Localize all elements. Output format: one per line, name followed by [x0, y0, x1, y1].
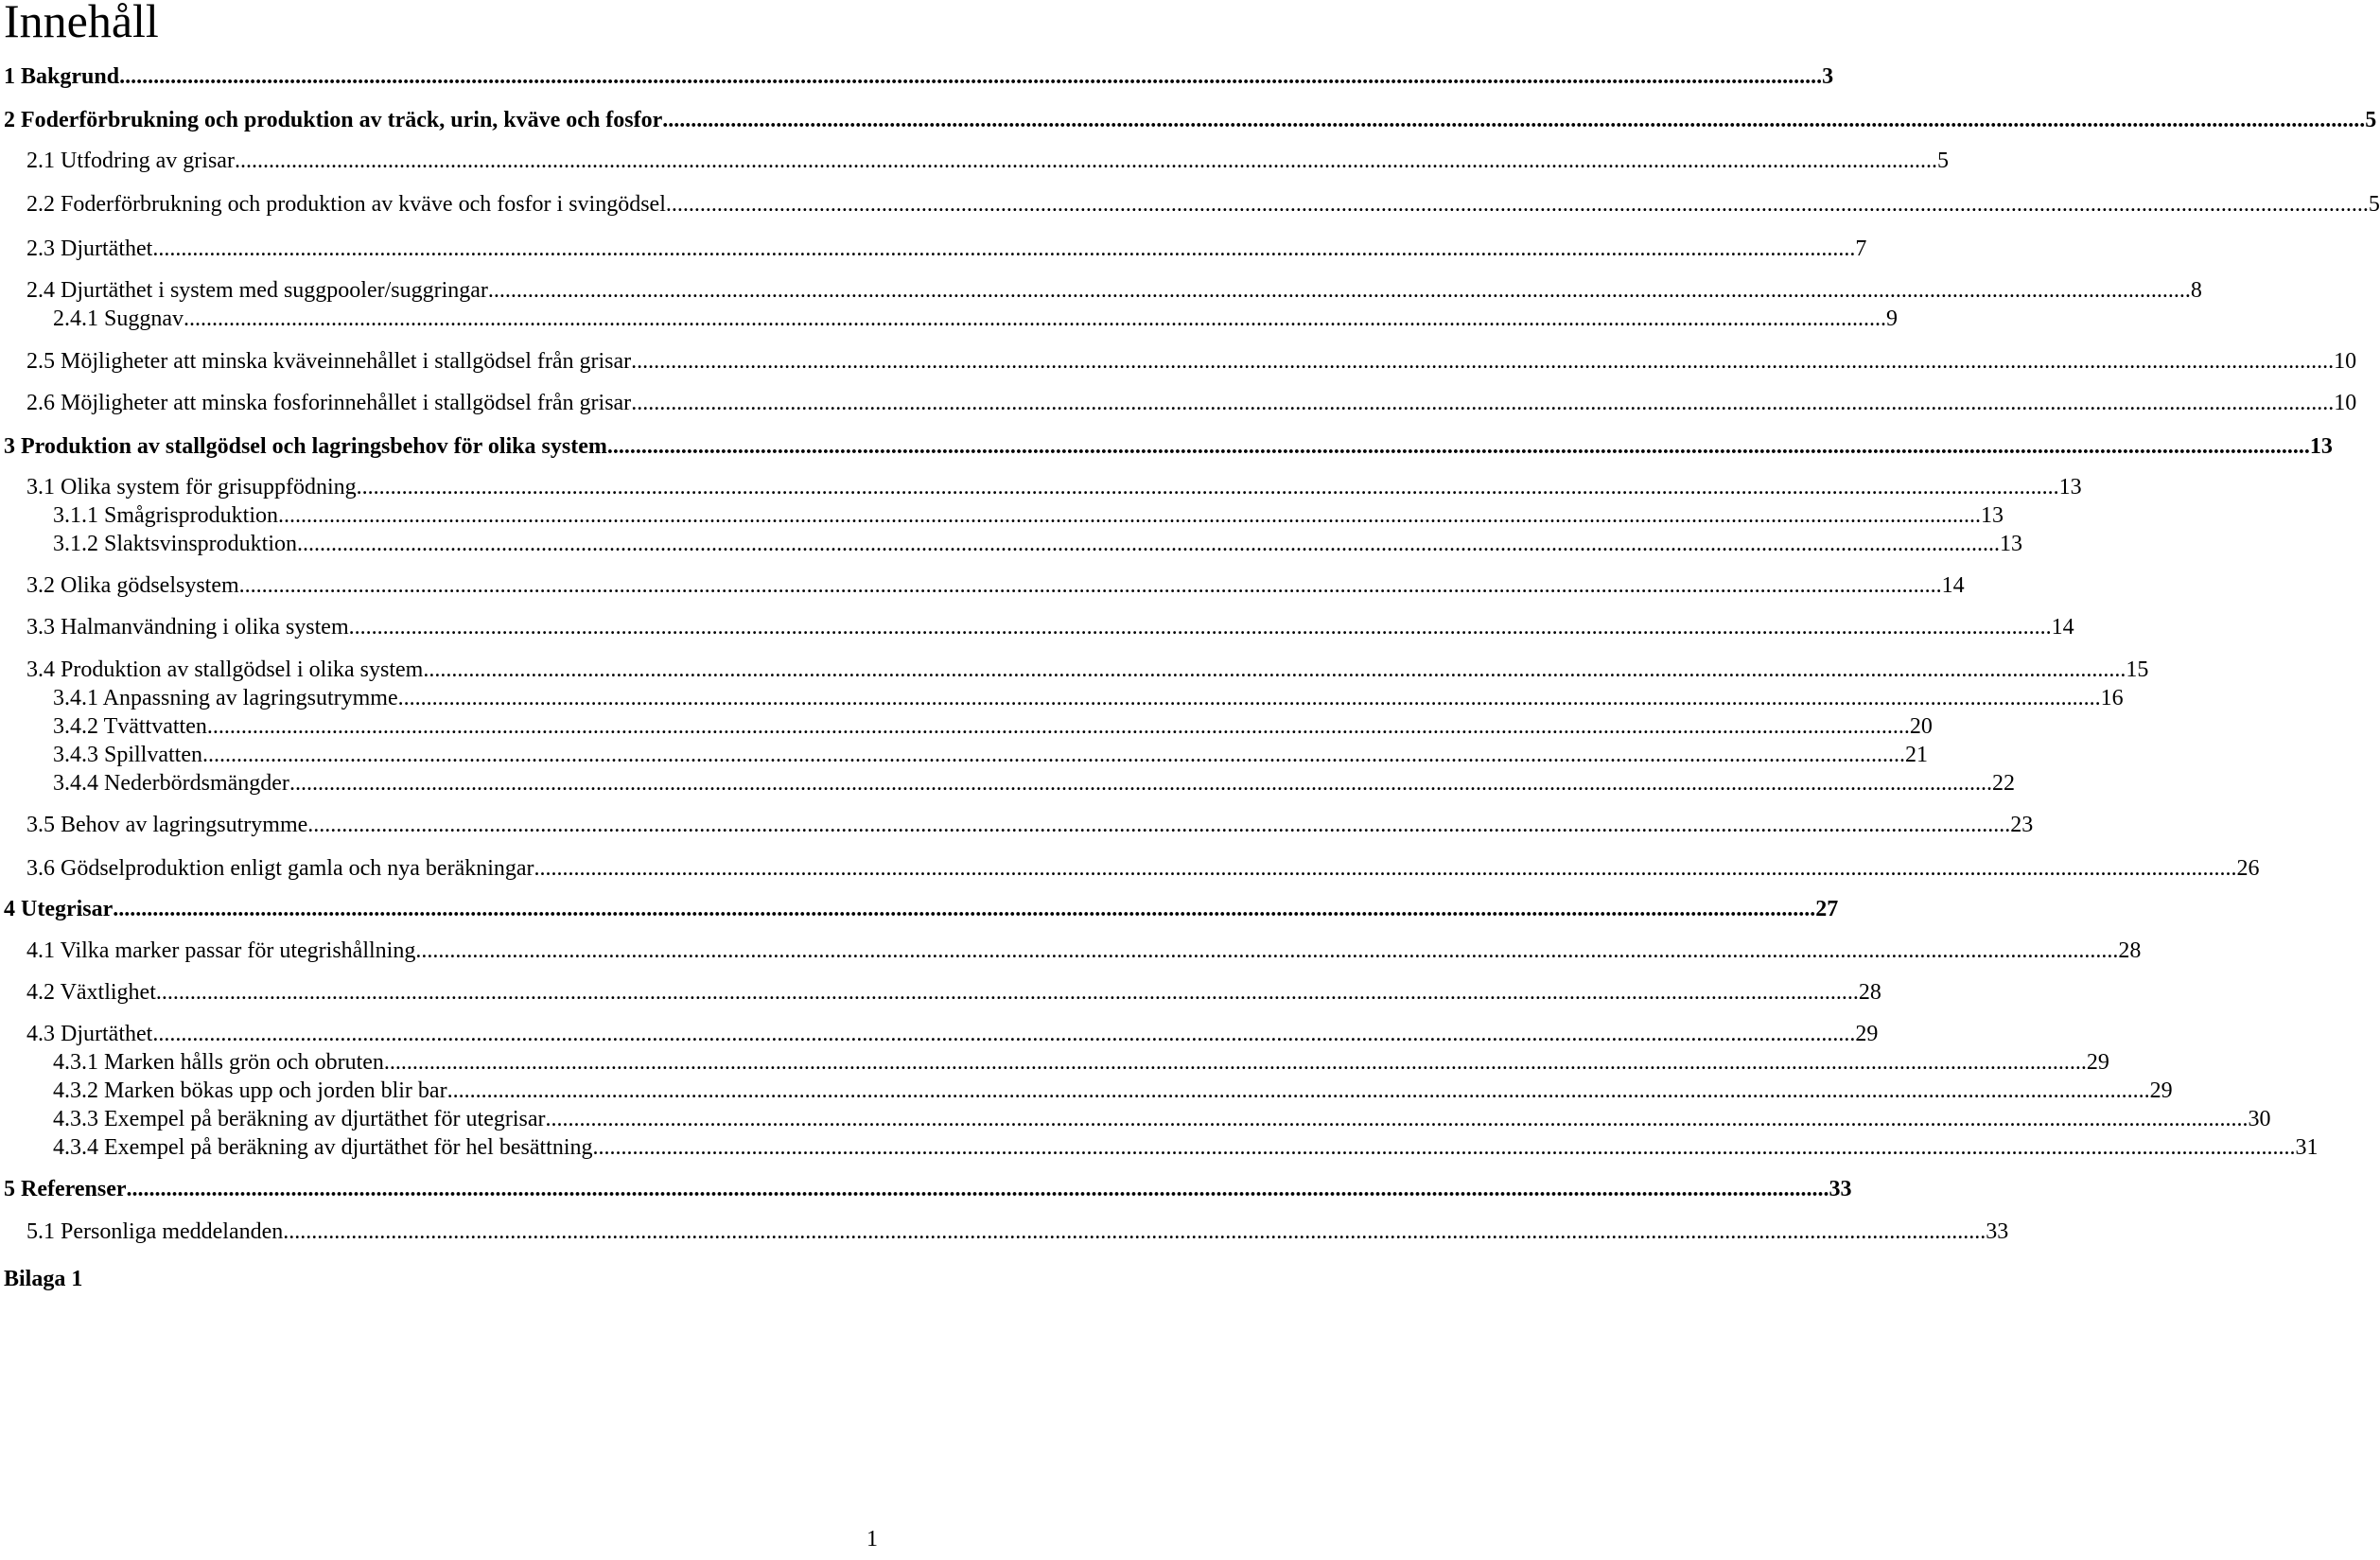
toc-entry[interactable] — [53, 530, 2023, 558]
toc-entry[interactable] — [53, 741, 1928, 769]
toc-entry[interactable] — [26, 854, 2260, 883]
page-title: Innehåll — [4, 0, 159, 47]
toc-leader-dots: ............................................................................................................................................................................................................................................................................................................ — [113, 897, 1816, 921]
toc-entry-label: 2.1 Utfodring av grisar — [26, 149, 235, 173]
toc-entry[interactable] — [4, 62, 1834, 91]
toc-entry-label: 4.3 Djurtäthet — [26, 1022, 153, 1046]
toc-entry-label: 2.4 Djurtäthet i system med suggpooler/suggringar — [26, 278, 488, 303]
toc-leader-dots: ............................................................................................................................................................................................................................................................................................................ — [278, 503, 1981, 528]
toc-entry-page: 29 — [2086, 1050, 2109, 1075]
toc-entry-page: 22 — [1991, 771, 2015, 796]
toc-leader-dots: ............................................................................................................................................................................................................................................................................................................ — [631, 349, 2335, 374]
toc-entry-page: 30 — [2248, 1107, 2271, 1131]
toc-entry-label: 1 Bakgrund — [4, 64, 120, 89]
toc-entry-label: 5 Referenser — [4, 1177, 127, 1201]
toc-entry-label: 3.4.2 Tvättvatten — [53, 714, 207, 739]
toc-leader-dots: ............................................................................................................................................................................................................................................................................................................ — [415, 938, 2119, 963]
toc-entry[interactable] — [53, 1077, 2173, 1105]
toc-entry[interactable] — [26, 473, 2082, 501]
toc-entry-label: 3.3 Halmanvändning i olika system — [26, 615, 349, 640]
toc-entry-page: 10 — [2334, 391, 2357, 415]
toc-entry[interactable] — [53, 769, 2015, 798]
toc-leader-dots: ............................................................................................................................................................................................................................................................................................................ — [423, 657, 2126, 682]
toc-leader-dots: ............................................................................................................................................................................................................................................................................................................ — [665, 192, 2369, 217]
toc-entry[interactable] — [53, 1133, 2319, 1162]
toc-entry[interactable] — [26, 389, 2357, 417]
toc-entry-label: 3.1.1 Smågrisproduktion — [53, 503, 278, 528]
toc-entry-page: 28 — [2118, 938, 2142, 963]
toc-entry[interactable] — [26, 347, 2357, 376]
toc-entry[interactable] — [53, 1048, 2109, 1077]
toc-entry-label: 2.5 Möjligheter att minska kväveinnehållet i stallgödsel från grisar — [26, 349, 632, 374]
toc-entry-page: 31 — [2295, 1135, 2319, 1160]
toc-entry-label: 5.1 Personliga meddelanden — [26, 1219, 284, 1244]
toc-entry-label: 2.2 Foderförbrukning och produktion av kväve och fosfor i svingödsel — [26, 192, 666, 217]
toc-entry-page: 21 — [1905, 743, 1928, 767]
toc-leader-dots: ............................................................................................................................................................................................................................................................................................................ — [119, 64, 1823, 89]
toc-entry-label: 3.6 Gödselproduktion enligt gamla och nya beräkningar — [26, 856, 534, 881]
toc-entry-page: 29 — [2149, 1078, 2173, 1103]
toc-leader-dots: ............................................................................................................................................................................................................................................................................................................ — [397, 686, 2101, 710]
toc-leader-dots: ............................................................................................................................................................................................................................................................................................................ — [238, 573, 1942, 598]
toc-entry[interactable] — [26, 235, 1867, 263]
toc-entry-label: 3.1.2 Slaktsvinsproduktion — [53, 532, 298, 556]
toc-leader-dots: ............................................................................................................................................................................................................................................................................................................ — [606, 434, 2310, 459]
toc-entry-label: 2.3 Djurtäthet — [26, 237, 153, 261]
toc-entry-page: 33 — [1829, 1177, 1852, 1201]
toc-leader-dots: ............................................................................................................................................................................................................................................................................................................ — [184, 307, 1886, 331]
toc-leader-dots: ............................................................................................................................................................................................................................................................................................................ — [234, 149, 1937, 173]
toc-entry[interactable] — [4, 432, 2333, 461]
toc-entry[interactable] — [26, 276, 2202, 305]
toc-entry-page: 3 — [1822, 64, 1834, 89]
toc-entry-label: 3.1 Olika system för grisuppfödning — [26, 475, 357, 500]
toc-entry-page: 7 — [1855, 237, 1867, 261]
toc-entry[interactable] — [26, 1218, 2009, 1246]
toc-entry-page: 10 — [2334, 349, 2357, 374]
toc-leader-dots: ............................................................................................................................................................................................................................................................................................................ — [289, 771, 1992, 796]
toc-entry-page: 28 — [1858, 980, 1881, 1005]
toc-entry-label: 4.3.1 Marken hålls grön och obruten — [53, 1050, 384, 1075]
toc-entry-label: 2.6 Möjligheter att minska fosforinnehållet i stallgödsel från grisar — [26, 391, 632, 415]
toc-entry-label: 4.3.3 Exempel på beräkning av djurtäthet för utegrisar — [53, 1107, 546, 1131]
toc-entry-page: 15 — [2126, 657, 2149, 682]
toc-entry[interactable] — [26, 811, 2034, 839]
toc-entry[interactable] — [4, 895, 1839, 923]
toc-entry-page: 16 — [2100, 686, 2124, 710]
toc-entry-label: 4.1 Vilka marker passar för utegrishållning — [26, 938, 416, 963]
toc-entry-page: 33 — [1986, 1219, 2009, 1244]
toc-entry-label: 4 Utegrisar — [4, 897, 114, 921]
toc-entry-label: 3.2 Olika gödselsystem — [26, 573, 239, 598]
toc-leader-dots: ............................................................................................................................................................................................................................................................................................................ — [356, 475, 2059, 500]
toc-entry[interactable] — [53, 305, 1898, 333]
toc-leader-dots: ............................................................................................................................................................................................................................................................................................................ — [592, 1135, 2296, 1160]
toc-leader-dots: ............................................................................................................................................................................................................................................................................................................ — [126, 1177, 1829, 1201]
toc-leader-dots: ............................................................................................................................................................................................................................................................................................................ — [297, 532, 2001, 556]
toc-entry[interactable] — [53, 684, 2124, 712]
toc-entry[interactable] — [53, 1105, 2271, 1133]
toc-leader-dots: ............................................................................................................................................................................................................................................................................................................ — [487, 278, 2191, 303]
toc-entry-page: 13 — [2000, 532, 2023, 556]
toc-entry[interactable] — [4, 1175, 1852, 1203]
toc-entry-page: 9 — [1886, 307, 1898, 331]
toc-leader-dots: ............................................................................................................................................................................................................................................................................................................ — [155, 980, 1859, 1005]
toc-entry-page: 14 — [2051, 615, 2074, 640]
toc-entry[interactable] — [26, 147, 1949, 175]
toc-entry-page: 29 — [1855, 1022, 1879, 1046]
toc-leader-dots: ............................................................................................................................................................................................................................................................................................................ — [534, 856, 2237, 881]
toc-leader-dots: ............................................................................................................................................................................................................................................................................................................ — [446, 1078, 2150, 1103]
toc-entry-page: 5 — [2368, 192, 2380, 217]
toc-leader-dots: ............................................................................................................................................................................................................................................................................................................ — [283, 1219, 1986, 1244]
toc-entry-label: 3.4.1 Anpassning av lagringsutrymme — [53, 686, 398, 710]
toc-entry-page: 8 — [2190, 278, 2202, 303]
toc-entry-page: 20 — [1909, 714, 1933, 739]
toc-entry[interactable] — [26, 978, 1881, 1007]
toc-entry[interactable] — [26, 571, 1965, 600]
toc-entry-label: 2.4.1 Suggnav — [53, 307, 184, 331]
toc-leader-dots: ............................................................................................................................................................................................................................................................................................................ — [206, 714, 1910, 739]
toc-entry-label: 4.3.4 Exempel på beräkning av djurtäthet för hel besättning — [53, 1135, 593, 1160]
toc-leader-dots: ............................................................................................................................................................................................................................................................................................................ — [631, 391, 2335, 415]
toc-entry[interactable] — [4, 106, 2377, 134]
toc-entry-page: 23 — [2010, 813, 2034, 837]
toc-entry-label: 2 Foderförbrukning och produktion av träck, urin, kväve och fosfor — [4, 108, 663, 132]
toc-entry-label: 3 Produktion av stallgödsel och lagringsbehov för olika system — [4, 434, 607, 459]
toc-leader-dots: ............................................................................................................................................................................................................................................................................................................ — [545, 1107, 2249, 1131]
toc-entry-page: 5 — [1936, 149, 1949, 173]
toc-entry-page: 14 — [1941, 573, 1965, 598]
toc-leader-dots: ............................................................................................................................................................................................................................................................................................................ — [662, 108, 2366, 132]
toc-entry-page: 13 — [2309, 434, 2333, 459]
page-number: 1 — [866, 1527, 878, 1551]
toc-leader-dots: ............................................................................................................................................................................................................................................................................................................ — [152, 237, 1856, 261]
toc-entry[interactable] — [53, 501, 2004, 530]
toc-entry[interactable] — [26, 656, 2149, 684]
toc-entry-label: 3.5 Behov av lagringsutrymme — [26, 813, 308, 837]
toc-entry[interactable] — [26, 190, 2380, 219]
toc-entry[interactable] — [26, 1020, 1879, 1048]
toc-entry-label: 3.4 Produktion av stallgödsel i olika system — [26, 657, 424, 682]
toc-entry-label: 3.4.3 Spillvatten — [53, 743, 202, 767]
toc-entry-page: 5 — [2365, 108, 2377, 132]
toc-entry-page: 13 — [1981, 503, 2004, 528]
appendix-label: Bilaga 1 — [4, 1267, 83, 1291]
toc-entry-page: 27 — [1815, 897, 1839, 921]
toc-entry[interactable] — [53, 712, 1933, 741]
toc-entry-page: 13 — [2058, 475, 2082, 500]
toc-leader-dots: ............................................................................................................................................................................................................................................................................................................ — [307, 813, 2011, 837]
toc-entry-label: 4.3.2 Marken bökas upp och jorden blir bar — [53, 1078, 447, 1103]
toc-leader-dots: ............................................................................................................................................................................................................................................................................................................ — [152, 1022, 1856, 1046]
toc-entry-label: 3.4.4 Nederbördsmängder — [53, 771, 289, 796]
toc-entry[interactable] — [26, 613, 2074, 641]
toc-leader-dots: ............................................................................................................................................................................................................................................................................................................ — [202, 743, 1905, 767]
toc-leader-dots: ............................................................................................................................................................................................................................................................................................................ — [383, 1050, 2087, 1075]
toc-entry-label: 4.2 Växtlighet — [26, 980, 156, 1005]
toc-entry-page: 26 — [2236, 856, 2260, 881]
toc-entry[interactable] — [26, 937, 2142, 965]
toc-leader-dots: ............................................................................................................................................................................................................................................................................................................ — [348, 615, 2052, 640]
